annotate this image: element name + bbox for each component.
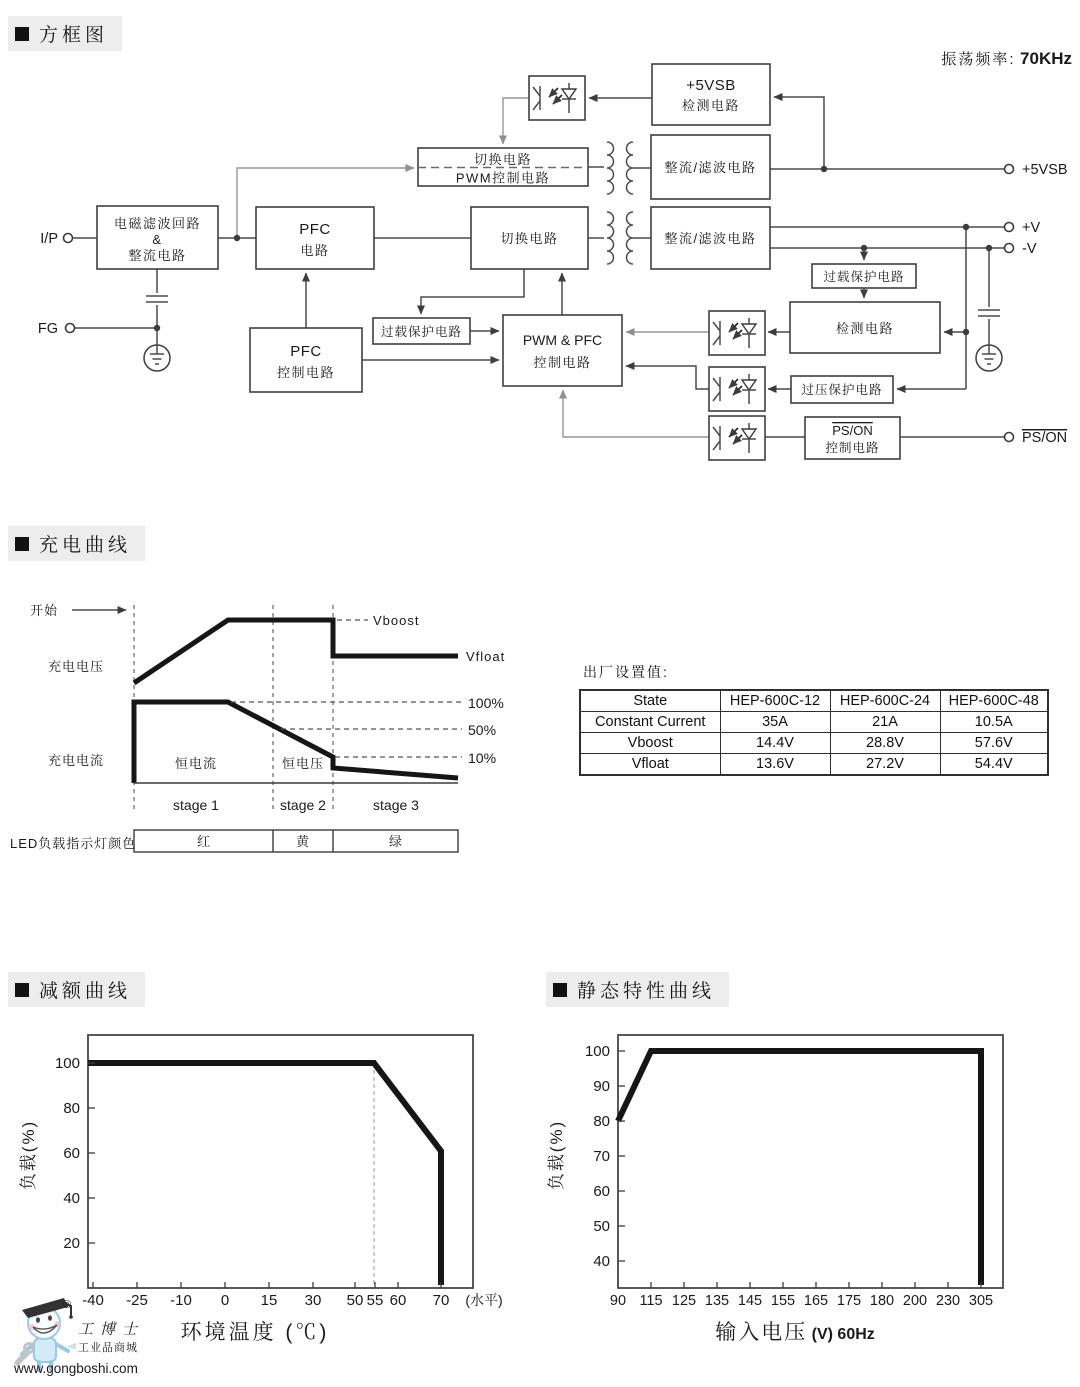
plot-border — [88, 1035, 473, 1288]
earth-ground-icon — [976, 345, 1002, 371]
watermark-name: 工博士 — [78, 1322, 145, 1338]
y-axis — [55, 1055, 95, 1252]
box-rectifier-filter-2 — [651, 207, 770, 269]
transformer1-primary-coil — [607, 142, 614, 194]
derating-curve — [88, 1063, 441, 1285]
box-pfc-circuit — [256, 207, 374, 269]
box-label: 过载保护电路 — [823, 270, 905, 284]
wire-opto1-pwmswitch — [503, 98, 529, 144]
y-tick-label: 80 — [593, 1113, 610, 1130]
block-diagram — [0, 0, 1080, 515]
junction-dot — [861, 245, 867, 251]
box-label: 切换电路 — [500, 231, 559, 246]
box-label: 切换电路 — [473, 152, 533, 167]
vboost-label: Vboost — [373, 613, 420, 628]
cell-value: 57.6V — [940, 733, 1048, 754]
box-detection-circuit — [790, 302, 940, 353]
level-10-label: 10% — [468, 750, 497, 766]
x-tick-label: 15 — [260, 1292, 278, 1309]
box-rectifier-filter-1 — [651, 135, 770, 199]
x-tick-label: 145 — [737, 1293, 763, 1309]
wire-opto4-pwm — [563, 390, 709, 437]
terminal-fg — [66, 324, 75, 333]
y-axis-title: 负载(%) — [19, 1119, 38, 1191]
vfloat-label: Vfloat — [466, 649, 506, 664]
x-tick-label: 115 — [639, 1293, 663, 1309]
x-tick-label: 230 — [935, 1293, 961, 1309]
box-label: PS/ON — [832, 423, 873, 438]
cell-value: 21A — [830, 712, 940, 733]
terminal-vminus — [1005, 244, 1014, 253]
box-label: +5VSB — [686, 77, 736, 94]
stage1-label: stage 1 — [173, 797, 219, 813]
level-100-label: 100% — [468, 695, 504, 711]
optocoupler-icon — [529, 76, 585, 120]
section-marker-icon — [15, 537, 29, 551]
led-bar-label: LED负载指示灯颜色 — [10, 836, 137, 851]
x-tick-label: 180 — [869, 1293, 895, 1309]
optocoupler-icon — [709, 416, 765, 460]
stage2-label: stage 2 — [280, 797, 326, 813]
x-tick-label: 175 — [836, 1293, 862, 1309]
led-color-red: 红 — [196, 834, 212, 849]
x-tick-label: 165 — [803, 1293, 829, 1309]
cell-value: 35A — [720, 712, 830, 733]
y-tick-label: 40 — [593, 1253, 610, 1270]
factory-settings — [579, 662, 1049, 776]
box-label: 控制电路 — [533, 355, 592, 370]
watermark-url: www.gongboshi.com — [14, 1361, 138, 1376]
cell-value: 14.4V — [720, 733, 830, 754]
factory-settings-table — [579, 689, 1049, 776]
box-label: PWM & PFC — [522, 332, 603, 348]
x-tick-label: 155 — [770, 1293, 796, 1309]
x-tick-label: 135 — [704, 1293, 730, 1309]
box-overvoltage-protection — [791, 376, 893, 403]
x-unit-label: (水平) — [465, 1292, 503, 1308]
box-label: PFC — [290, 343, 322, 360]
box-label: 检测电路 — [835, 321, 895, 336]
box-label: 过压保护电路 — [801, 383, 883, 397]
terminal-label-fg: FG — [37, 321, 58, 337]
x-tick-label: 90 — [609, 1293, 627, 1309]
y-tick-label: 60 — [63, 1145, 80, 1162]
cell-value: 10.5A — [940, 712, 1048, 733]
box-label: 整流/滤波电路 — [664, 160, 757, 175]
x-tick-label: 125 — [671, 1293, 697, 1309]
box-label: & — [152, 232, 163, 247]
wire-switch-olp — [421, 269, 524, 314]
y-axis-title: 负载(%) — [547, 1119, 566, 1191]
terminal-pson — [1005, 433, 1014, 442]
box-label: 检测电路 — [681, 98, 741, 113]
gongboshi-watermark — [8, 1290, 218, 1385]
y-tick-label: 70 — [593, 1148, 610, 1165]
y-tick-label: 90 — [593, 1078, 610, 1095]
x-axis — [610, 1282, 993, 1309]
terminal-label-ip: I/P — [40, 231, 58, 247]
box-label: PWM控制电路 — [455, 170, 551, 186]
factory-settings-title: 出厂设置值: — [583, 664, 669, 680]
section-title-text: 方框图 — [39, 25, 109, 46]
box-pwm-pfc-control — [503, 315, 622, 386]
junction-dot — [986, 245, 992, 251]
cell-value: 28.8V — [830, 733, 940, 754]
box-label: 电磁滤波回路 — [113, 216, 202, 231]
x-tick-label: 60 — [389, 1292, 407, 1309]
led-color-green: 绿 — [388, 834, 404, 849]
transformer1-secondary-coil — [627, 142, 633, 194]
led-indicator-bar — [134, 830, 458, 852]
box-switch-pwm-control — [418, 148, 588, 186]
y-tick-label: 100 — [54, 1055, 80, 1072]
cell-value: 54.4V — [940, 754, 1048, 776]
terminal-label-vplus: +V — [1022, 220, 1041, 236]
x-tick-label: 30 — [304, 1292, 322, 1309]
section-title-charge-curve — [8, 526, 145, 561]
constant-voltage-label: 恒电压 — [281, 756, 325, 771]
column-header: HEP-600C-12 — [720, 690, 830, 712]
stage3-label: stage 3 — [373, 797, 419, 813]
terminal-5vsb — [1005, 165, 1014, 174]
box-label: 电路 — [300, 243, 330, 258]
terminal-label-pson: PS/ON — [1022, 430, 1068, 446]
watermark-subtitle: 工业品商城 — [78, 1342, 138, 1354]
y-tick-label: 50 — [593, 1218, 610, 1235]
transformer2-secondary-coil — [627, 212, 633, 264]
x-axis-title: 环境温度 (℃) — [180, 1321, 330, 1344]
junction-dot — [963, 224, 969, 230]
registered-mark: ® — [63, 1299, 72, 1311]
charge-curve-chart — [0, 560, 540, 870]
static-characteristic-chart — [540, 965, 1080, 1387]
oscillation-frequency: 振荡频率: 70KHz — [941, 49, 1072, 68]
column-header: HEP-600C-24 — [830, 690, 940, 712]
x-tick-label: 200 — [902, 1293, 928, 1309]
y-tick-label: 20 — [63, 1235, 80, 1252]
section-title-text: 静态特性曲线 — [577, 981, 716, 1002]
box-switch-circuit — [471, 207, 588, 269]
section-title-text: 充电曲线 — [39, 535, 132, 556]
column-header: HEP-600C-48 — [940, 690, 1048, 712]
y-tick-label: 100 — [584, 1043, 610, 1060]
x-tick-label: 305 — [968, 1293, 994, 1309]
led-color-yellow: 黄 — [295, 834, 311, 849]
junction-dot — [963, 329, 969, 335]
table-row — [580, 733, 1048, 754]
terminal-label-5vsb: +5VSB — [1022, 162, 1068, 178]
optocoupler-icon — [709, 367, 765, 411]
box-label: 整流电路 — [128, 248, 187, 263]
constant-current-label: 恒电流 — [174, 756, 218, 771]
box-label: 过载保护电路 — [380, 325, 463, 339]
box-5vsb-detection — [652, 64, 770, 125]
cell-value: 27.2V — [830, 754, 940, 776]
transformer2-primary-coil — [607, 212, 614, 264]
junction-dot — [154, 325, 160, 331]
row-label: Constant Current — [580, 712, 720, 733]
x-tick-label: -10 — [170, 1292, 192, 1309]
table-row — [580, 712, 1048, 733]
box-overload-protection-top — [812, 264, 916, 288]
box-label: 控制电路 — [825, 441, 880, 455]
charge-voltage-label: 充电电压 — [48, 659, 105, 674]
charge-voltage-curve — [134, 620, 458, 683]
x-axis-title: 输入电压 (V) 60Hz — [715, 1321, 875, 1344]
box-pfc-control — [250, 328, 362, 392]
box-pson-control — [805, 417, 900, 459]
y-tick-label: 80 — [63, 1100, 80, 1117]
static-curve — [618, 1051, 981, 1285]
y-tick-label: 40 — [63, 1190, 80, 1207]
optocoupler-icon — [709, 311, 765, 355]
level-50-label: 50% — [468, 722, 497, 738]
earth-ground-icon — [144, 345, 170, 371]
junction-dot — [234, 235, 240, 241]
x-tick-label: 50 — [346, 1292, 364, 1309]
x-tick-label: -25 — [126, 1292, 148, 1309]
table-row — [580, 754, 1048, 776]
box-overload-protection-left — [373, 318, 470, 344]
terminal-label-vminus: -V — [1022, 241, 1037, 257]
row-label: Vboost — [580, 733, 720, 754]
charge-current-label: 充电电流 — [48, 753, 105, 768]
x-tick-label: 70 — [432, 1292, 450, 1309]
row-label: Vfloat — [580, 754, 720, 776]
section-title-text: 减额曲线 — [39, 981, 132, 1002]
junction-dot — [821, 166, 827, 172]
x-tick-label: -40 — [82, 1292, 104, 1309]
terminal-vplus — [1005, 223, 1014, 232]
cell-value: 13.6V — [720, 754, 830, 776]
wire-vsb-feedback — [774, 97, 824, 169]
box-label: 整流/滤波电路 — [664, 231, 757, 246]
y-tick-label: 60 — [593, 1183, 610, 1200]
y-axis — [585, 1043, 625, 1270]
table-header-row — [580, 690, 1048, 712]
terminal-ip — [64, 234, 73, 243]
box-emi-filter-rectifier — [97, 206, 218, 269]
start-label: 开始 — [30, 603, 59, 618]
box-label: 控制电路 — [276, 365, 336, 380]
plot-border — [618, 1035, 1003, 1288]
box-label: PFC — [299, 221, 331, 238]
x-tick-label: 0 — [220, 1292, 230, 1309]
x-tick-label: 55 — [366, 1292, 384, 1309]
column-header: State — [580, 690, 720, 712]
wire-opto3-pwm — [626, 366, 709, 389]
